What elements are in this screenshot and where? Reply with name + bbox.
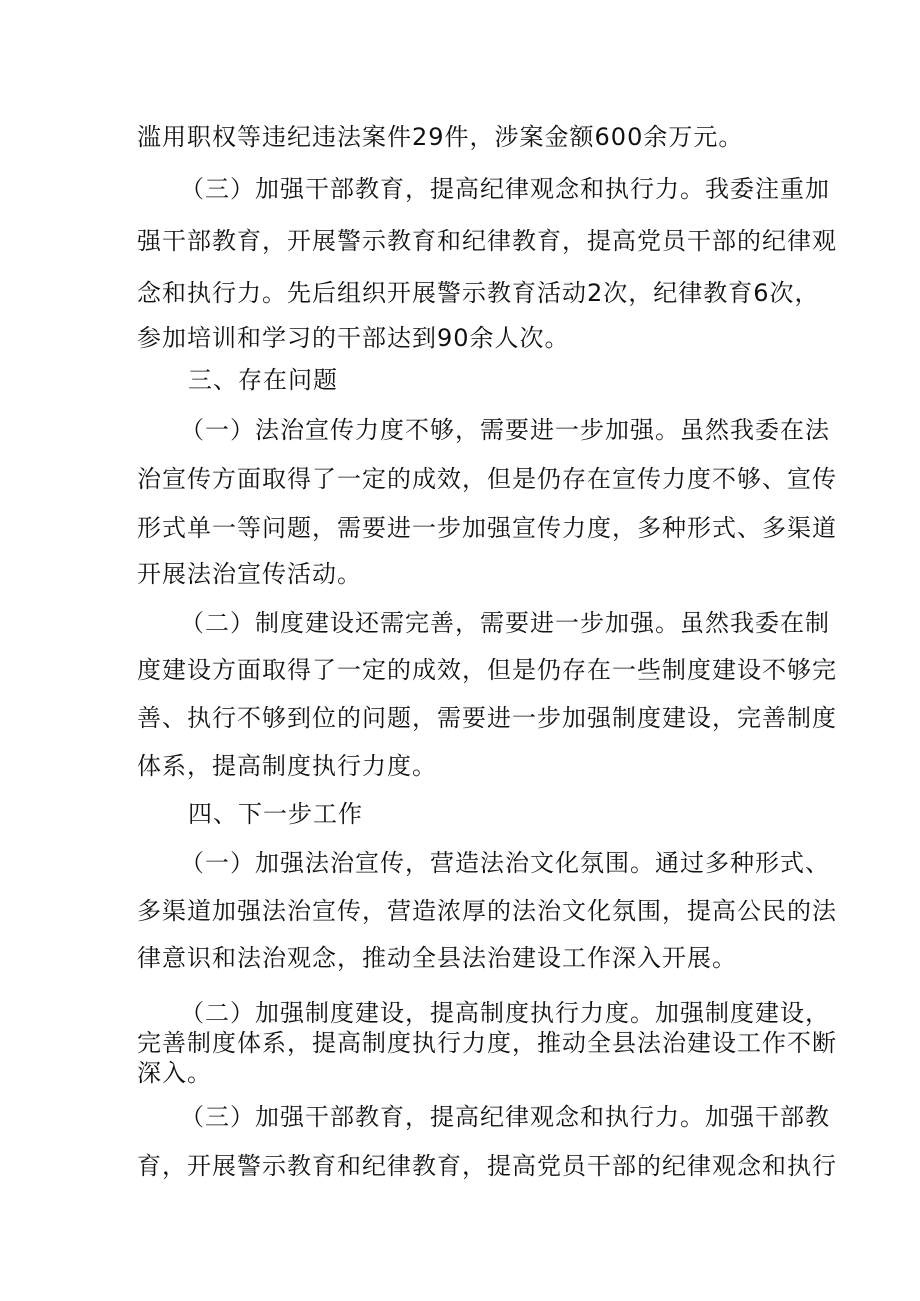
text-line: 念和执行力。先后组织开展警示教育活动2次，纪律教育6次， bbox=[137, 279, 820, 307]
section-heading: 三、存在问题 bbox=[188, 366, 338, 394]
text-line: 形式单一等问题，需要进一步加强宣传力度，多种形式、多渠道 bbox=[137, 514, 837, 542]
text-line: （一）法治宣传力度不够，需要进一步加强。虽然我委在法 bbox=[180, 416, 830, 444]
section-heading: 四、下一步工作 bbox=[188, 800, 363, 828]
text-line: （三）加强干部教育，提高纪律观念和执行力。加强干部教 bbox=[180, 1103, 830, 1131]
text-line: 强干部教育，开展警示教育和纪律教育，提高党员干部的纪律观 bbox=[137, 227, 837, 255]
text-line: 体系，提高制度执行力度。 bbox=[137, 752, 437, 780]
text-line: （二）制度建设还需完善，需要进一步加强。虽然我委在制 bbox=[180, 609, 830, 637]
text-line: 参加培训和学习的干部达到90余人次。 bbox=[137, 324, 570, 352]
text-line: 滥用职权等违纪违法案件29件，涉案金额600余万元。 bbox=[137, 123, 744, 151]
text-line: （三）加强干部教育，提高纪律观念和执行力。我委注重加 bbox=[180, 175, 830, 203]
text-line: （一）加强法治宣传，营造法治文化氛围。通过多种形式、 bbox=[180, 849, 830, 877]
text-line: 深入。 bbox=[137, 1059, 212, 1087]
text-line: 开展法治宣传活动。 bbox=[137, 560, 362, 588]
text-line: 治宣传方面取得了一定的成效，但是仍存在宣传力度不够、宣传 bbox=[137, 465, 837, 493]
text-line: 育，开展警示教育和纪律教育，提高党员干部的纪律观念和执行 bbox=[137, 1152, 837, 1180]
text-line: 律意识和法治观念，推动全县法治建设工作深入开展。 bbox=[137, 944, 737, 972]
text-line: 完善制度体系，提高制度执行力度，推动全县法治建设工作不断 bbox=[137, 1029, 837, 1057]
text-line: 度建设方面取得了一定的成效，但是仍存在一些制度建设不够完 bbox=[137, 656, 837, 684]
text-line: 善、执行不够到位的问题，需要进一步加强制度建设，完善制度 bbox=[137, 704, 837, 732]
text-line: （二）加强制度建设，提高制度执行力度。加强制度建设， bbox=[180, 999, 830, 1027]
text-line: 多渠道加强法治宣传，营造浓厚的法治文化氛围，提高公民的法 bbox=[137, 897, 837, 925]
